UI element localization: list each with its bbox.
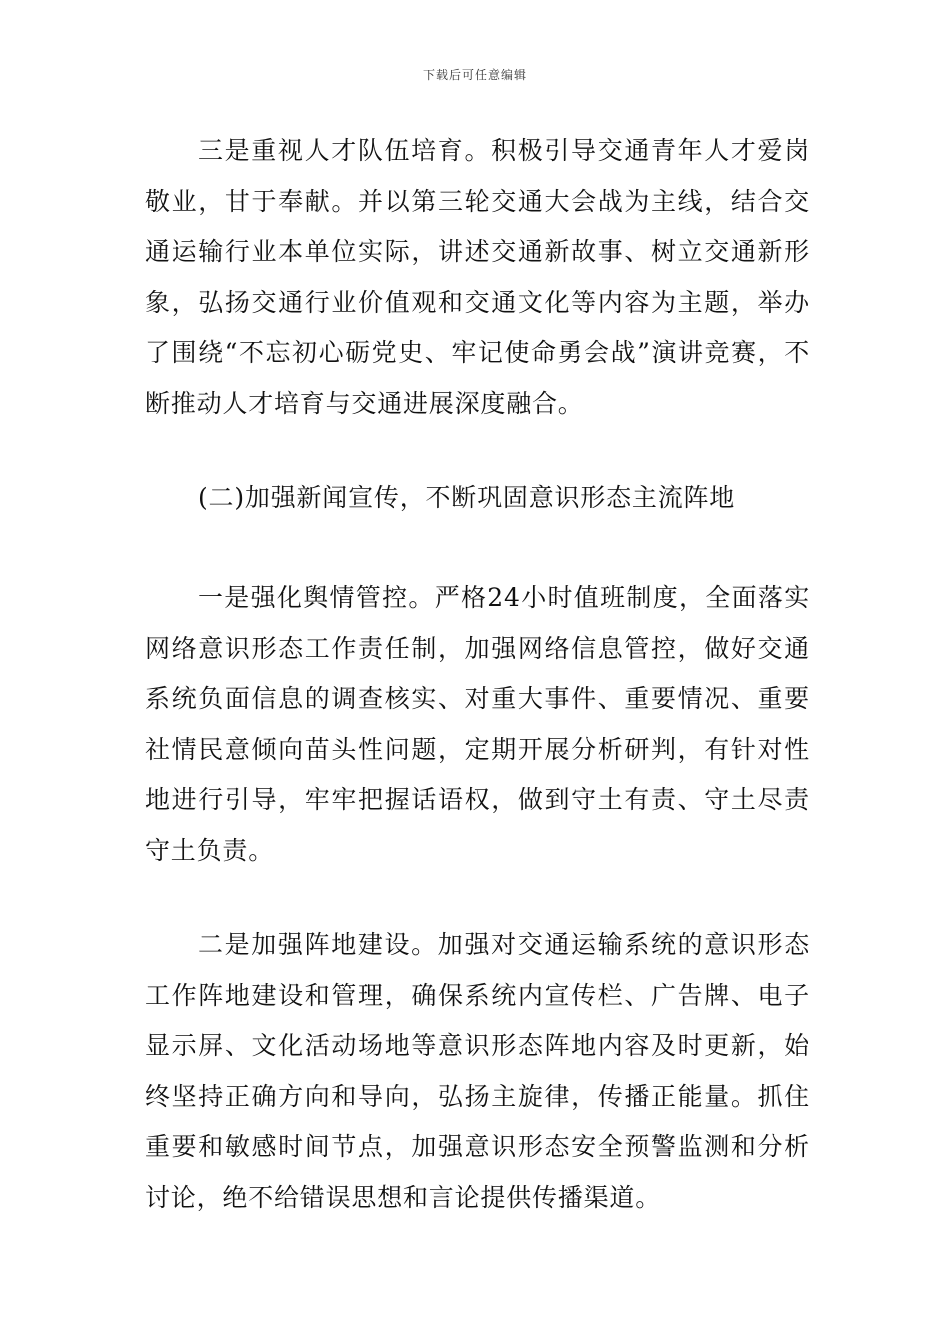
page-header-note: 下载后可任意编辑 <box>422 68 527 82</box>
body-paragraph-talent-cultivation: 三是重视人才队伍培育。积极引导交通青年人才爱岗敬业，甘于奉献。并以第三轮交通大会战为主线，结合交通运输行业本单位实际，讲述交通新故事、树立交通新形象，弘扬交通行业价值观和交通文化等内容为主题，举办了围绕“不忘初心砺党史、牢记使命勇会战”演讲竞赛，不断推动人才培育与交通进展深度融合。 <box>145 136 810 418</box>
body-paragraph-position-building: 二是加强阵地建设。加强对交通运输系统的意识形态工作阵地建设和管理，确保系统内宣传栏、广告牌、电子显示屏、文化活动场地等意识形态阵地内容及时更新，始终坚持正确方向和导向，弘扬主旋律，传播正能量。抓住重要和敏感时间节点，加强意识形态安全预警监测和分析讨论，绝不给错误思想和言论提供传播渠道。 <box>145 930 810 1212</box>
body-paragraph-public-opinion-control: 一是强化舆情管控。严格24小时值班制度，全面落实网络意识形态工作责任制，加强网络信息管控，做好交通系统负面信息的调查核实、对重大事件、重要情况、重要社情民意倾向苗头性问题，定期开展分析研判，有针对性地进行引导，牢牢把握话语权，做到守土有责、守土尽责守土负责。 <box>145 583 810 865</box>
section-heading-news-publicity: (二)加强新闻宣传，不断巩固意识形态主流阵地 <box>198 483 736 512</box>
